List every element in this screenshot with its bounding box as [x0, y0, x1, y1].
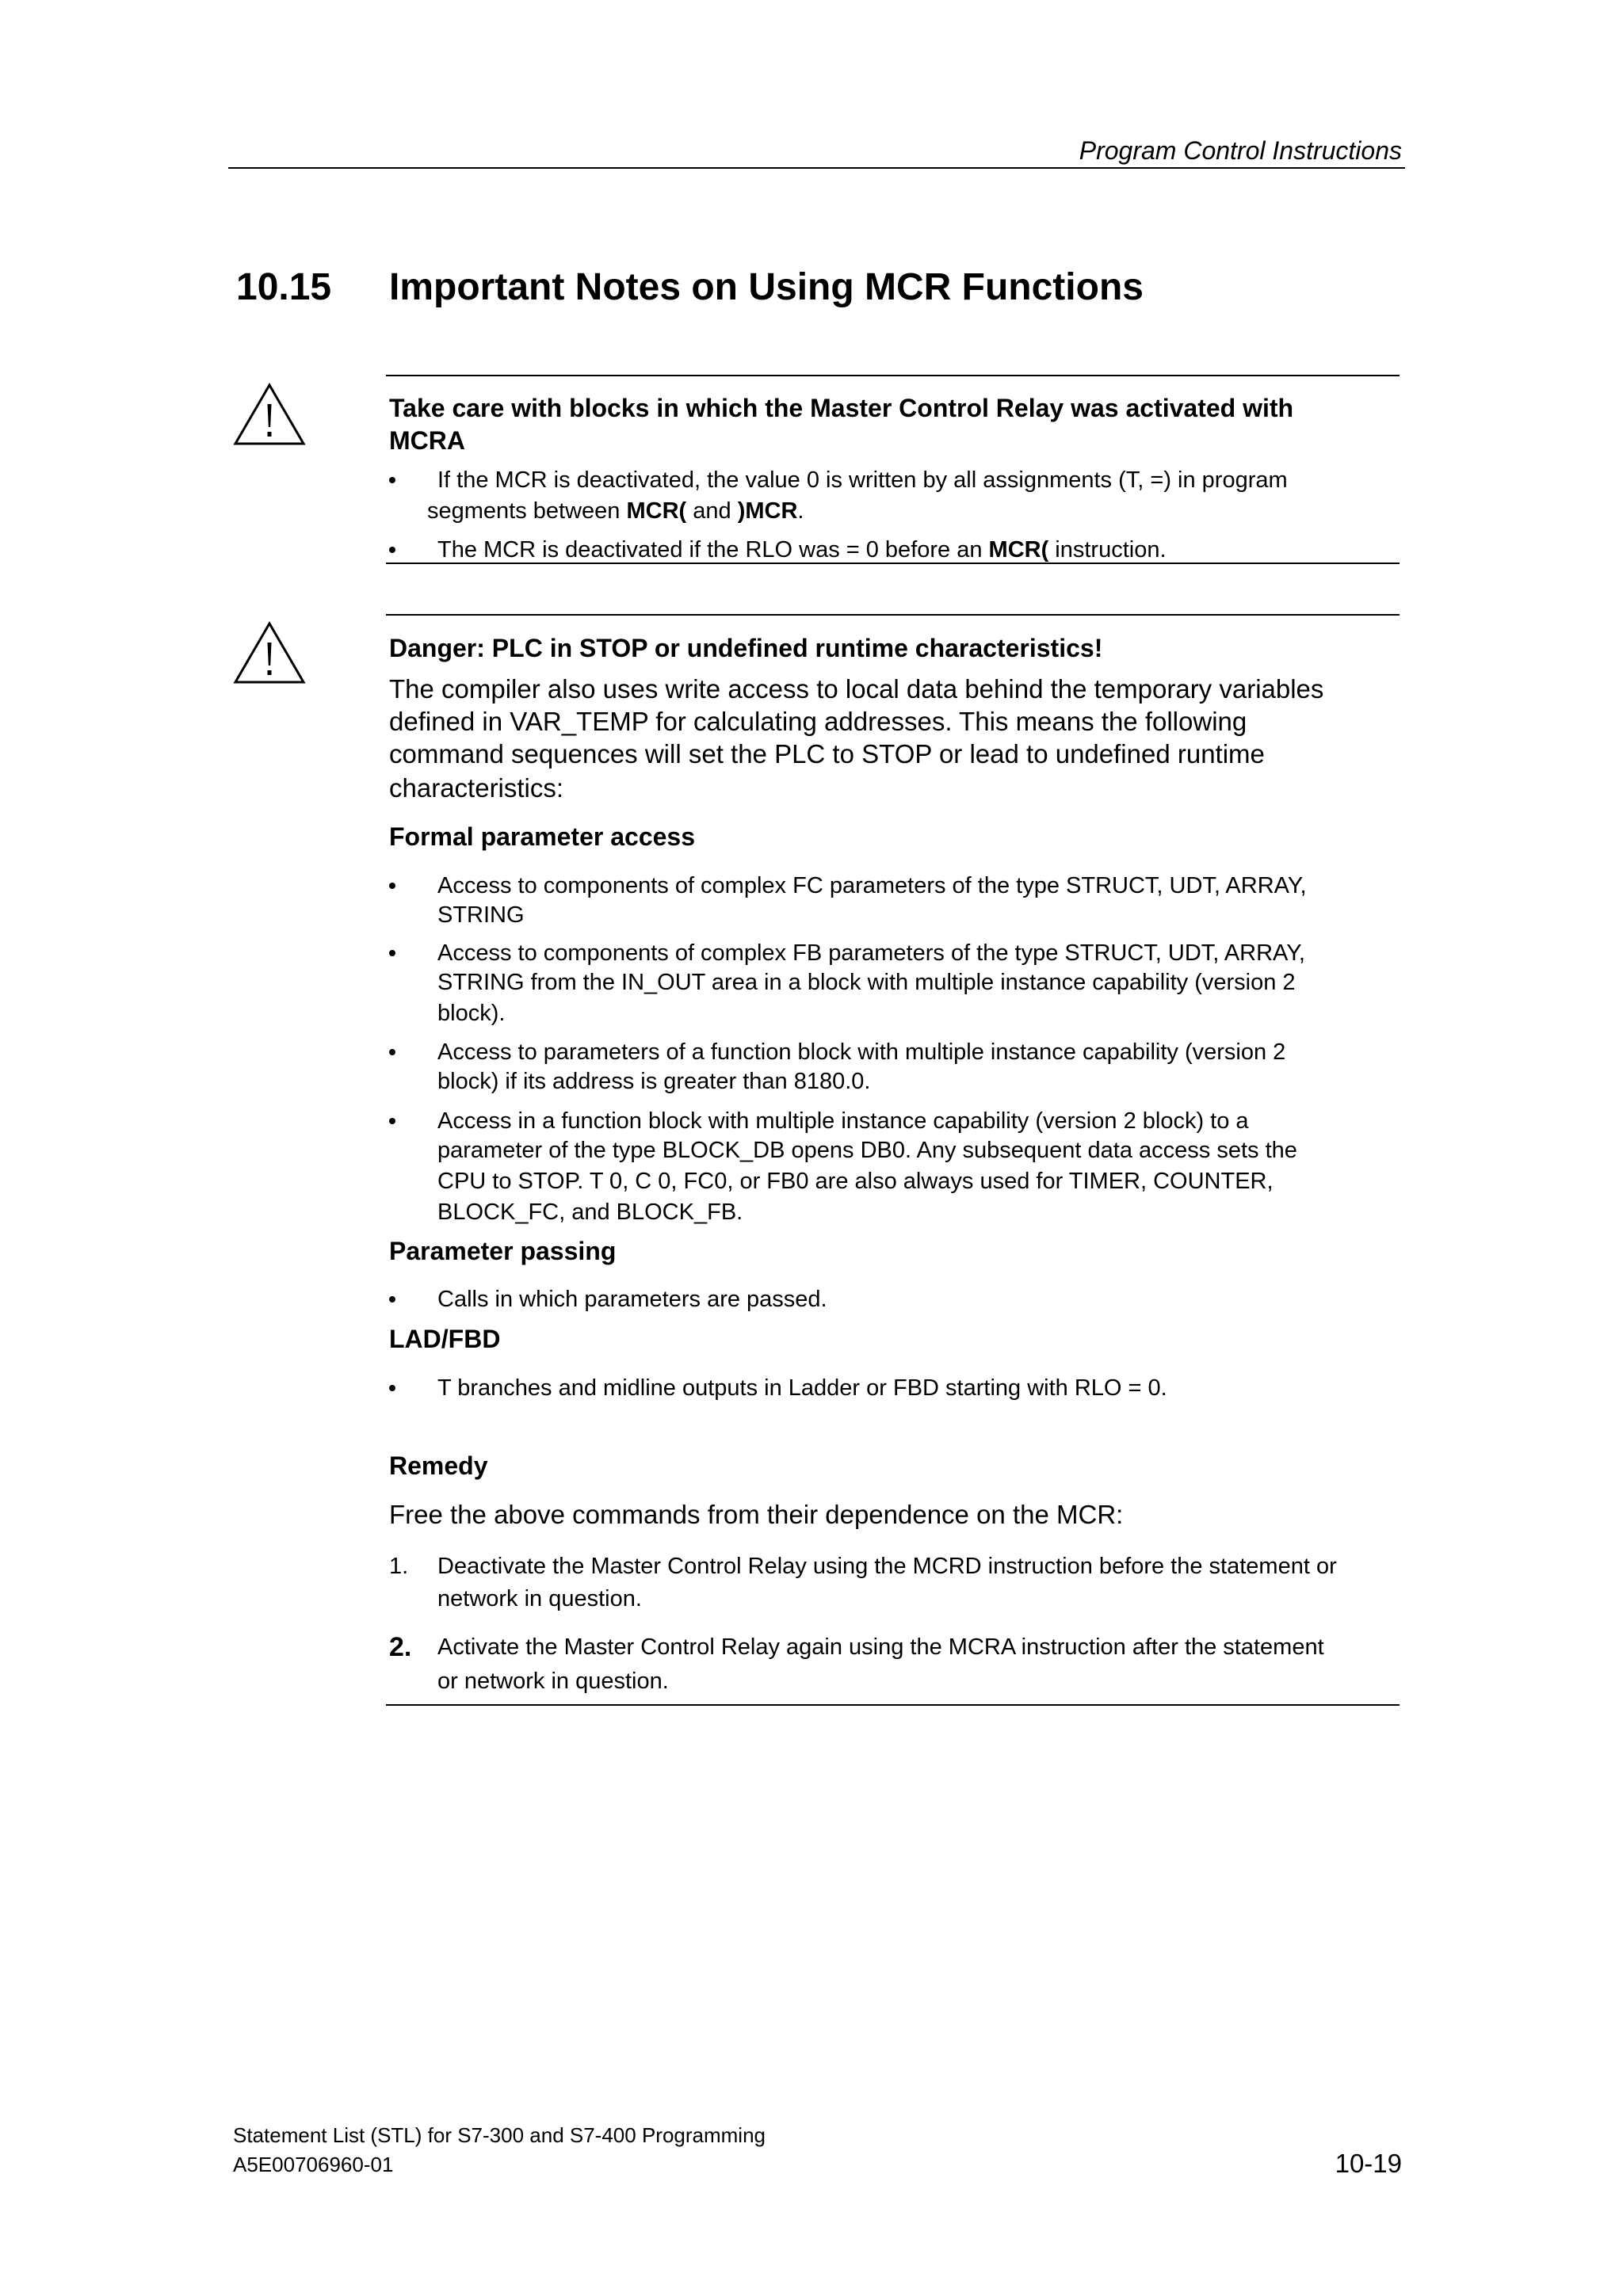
- warning-1-bottom-rule: [386, 563, 1400, 564]
- text-segment: instruction.: [1048, 537, 1167, 563]
- text-segment: The MCR is deactivated if the RLO was = 0 before an: [437, 537, 989, 563]
- bullet-text-line: STRING from the IN_OUT area in a block with multiple instance capability (version 2: [437, 970, 1296, 995]
- remedy-heading: Remedy: [389, 1451, 488, 1480]
- text-segment: and: [686, 498, 738, 524]
- bullet-text-line: Access to parameters of a function block with multiple instance capability (version 2: [437, 1039, 1286, 1065]
- bullet-marker: [389, 1296, 395, 1302]
- section-number: 10.15: [236, 266, 332, 308]
- warning-1-heading-line: Take care with blocks in which the Master Control Relay was activated with: [389, 394, 1294, 422]
- footer-document-title: Statement List (STL) for S7-300 and S7-400 Programming: [233, 2123, 766, 2147]
- warning-2-heading: Danger: PLC in STOP or undefined runtime characteristics!: [389, 634, 1103, 662]
- warning-1-top-rule: [386, 375, 1400, 376]
- bullet-text-line: Access in a function block with multiple instance capability (version 2 block) to a: [437, 1108, 1249, 1134]
- header-rule: [228, 167, 1405, 169]
- warning-2-top-rule: [386, 614, 1400, 616]
- warning-1-heading-line: MCRA: [389, 426, 465, 455]
- warning-2-bottom-rule: [386, 1704, 1400, 1706]
- bullet-marker: [389, 1118, 395, 1124]
- bullet-marker: [389, 477, 395, 483]
- step-text-line: network in question.: [437, 1586, 642, 1611]
- remedy-intro: Free the above commands from their dependence on the MCR:: [389, 1500, 1124, 1529]
- bullet-marker: [389, 547, 395, 553]
- bullet-text-line: [437, 467, 1288, 494]
- bullet-text-line: Access to components of complex FB parameters of the type STRUCT, UDT, ARRAY,: [437, 940, 1305, 966]
- bullet-text-line: STRING: [437, 902, 525, 928]
- step-text-line: or network in question.: [437, 1669, 669, 1694]
- subheading: LAD/FBD: [389, 1325, 501, 1353]
- bullet-text-line: T branches and midline outputs in Ladder or FBD starting with RLO = 0.: [437, 1375, 1167, 1401]
- warning-triangle-icon: [233, 383, 306, 446]
- bullet-text-line: Access to components of complex FC parameters of the type STRUCT, UDT, ARRAY,: [437, 873, 1307, 898]
- code-keyword: )MCR: [737, 498, 798, 524]
- bullet-text-line: block).: [437, 1001, 506, 1026]
- bullet-marker: [389, 883, 395, 889]
- subheading: Parameter passing: [389, 1237, 617, 1265]
- paragraph-line: The compiler also uses write access to local data behind the temporary variables: [389, 674, 1324, 704]
- bullet-text-line: [427, 498, 804, 525]
- bullet-marker: [389, 1385, 395, 1391]
- warning-triangle-icon: [233, 621, 306, 685]
- bullet-text-line: CPU to STOP. T 0, C 0, FC0, or FB0 are also always used for TIMER, COUNTER,: [437, 1169, 1274, 1194]
- running-header: Program Control Instructions: [1079, 136, 1402, 165]
- code-keyword: MCR(: [626, 498, 687, 524]
- code-keyword: MCR(: [988, 537, 1049, 563]
- text-segment: .: [797, 498, 804, 524]
- bullet-text-line: block) if its address is greater than 8180.0.: [437, 1069, 871, 1094]
- subheading: Formal parameter access: [389, 822, 695, 851]
- step-number: 2.: [389, 1632, 412, 1662]
- bullet-text-line: BLOCK_FC, and BLOCK_FB.: [437, 1199, 743, 1225]
- paragraph-line: characteristics:: [389, 773, 564, 803]
- paragraph-line: defined in VAR_TEMP for calculating addresses. This means the following: [389, 707, 1247, 736]
- bullet-marker: [389, 950, 395, 956]
- step-number: 1.: [389, 1554, 409, 1579]
- step-text-line: Activate the Master Control Relay again using the MCRA instruction after the statement: [437, 1634, 1324, 1660]
- section-title: Important Notes on Using MCR Functions: [389, 266, 1144, 308]
- bullet-text-line: Calls in which parameters are passed.: [437, 1287, 827, 1312]
- bullet-text-line: parameter of the type BLOCK_DB opens DB0. Any subsequent data access sets the: [437, 1138, 1297, 1163]
- bullet-marker: [389, 1049, 395, 1055]
- text-segment: If the MCR is deactivated, the value 0 is written by all assignments (T, =) in program: [437, 467, 1288, 493]
- bullet-text-line: [437, 536, 1167, 564]
- step-text-line: Deactivate the Master Control Relay using the MCRD instruction before the statement or: [437, 1554, 1337, 1579]
- footer-order-number: A5E00706960-01: [233, 2153, 394, 2176]
- paragraph-line: command sequences will set the PLC to STOP or lead to undefined runtime: [389, 739, 1265, 769]
- page-number: 10-19: [1335, 2149, 1402, 2178]
- text-segment: segments between: [427, 498, 627, 524]
